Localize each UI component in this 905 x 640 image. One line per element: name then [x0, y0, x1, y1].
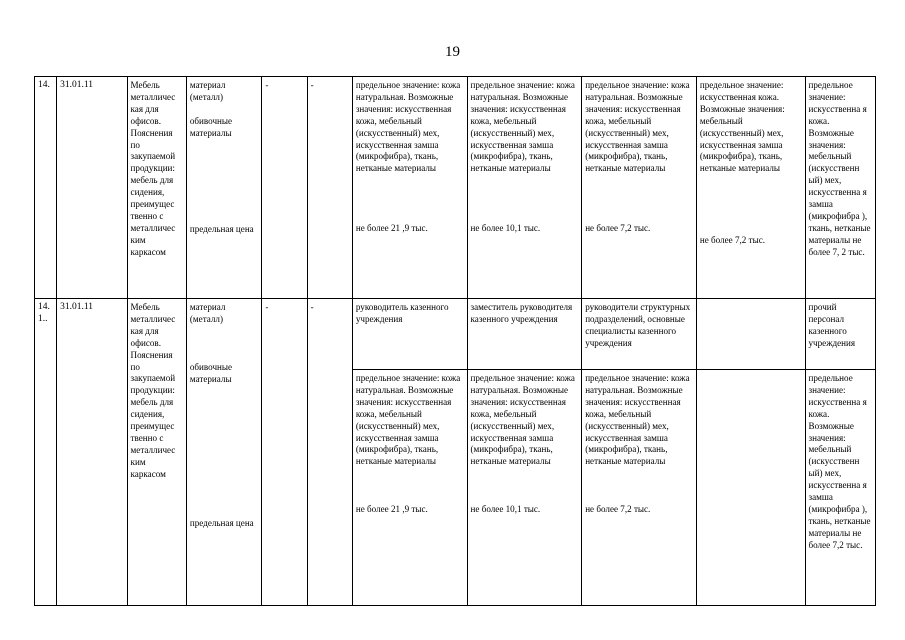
price-value: не более 7,2 тыс. [699, 235, 766, 246]
characteristic-upholstery: обивочные материалы [189, 115, 233, 138]
characteristic-price: предельная цена [189, 517, 254, 528]
value-cell [467, 370, 582, 606]
value-cell [582, 77, 697, 299]
material-value: предельное значение: кожа натуральная. Возможные значения: искусственная кожа, мебельный (искусственный) мех, искусственная замша (микрофибра), ткань, нетканые материалы [470, 373, 575, 467]
price-value: не более 7,2 тыс. [585, 223, 651, 234]
unit-name-cell: - [307, 77, 352, 299]
unit-name-cell: - [307, 299, 352, 606]
material-value: предельное значение: кожа натуральная. Возможные значения: искусственная кожа, мебельный (искусственный) мех, искусственная замша (микрофибра), ткань, нетканые материалы [585, 373, 690, 467]
characteristics-cell [186, 77, 261, 299]
product-name: Мебель металличес кая для офисов. Пояснения по закупаемой продукции: мебель для сидения, преимущес твенно с металличес ким каркасом [127, 299, 186, 606]
material-value: предельное значение: кожа натуральная. Возможные значения: искусственная кожа, мебельный (искусственный) мех, искусственная замша (микрофибра), ткань, нетканые материалы [355, 80, 461, 174]
characteristic-price: предельная цена [189, 223, 254, 234]
characteristics-cell [186, 299, 261, 606]
material-value: предельное значение: искусственная кожа. Возможные значения: мебельный (искусственный) мех, искусственная замша (микрофибра), ткань, нетканые материалы [699, 80, 785, 174]
material-value: предельное значение: кожа натуральная. Возможные значения: искусственная кожа, мебельный (искусственный) мех, искусственная замша (микрофибра), ткань, нетканые материалы [470, 80, 575, 174]
price-value: не более 10,1 тыс. [470, 504, 541, 515]
characteristic-upholstery: обивочные материалы [189, 361, 233, 384]
value-cell [805, 77, 876, 299]
table-row [35, 77, 876, 299]
price-value: не более 7,2 тыс. [585, 504, 651, 515]
value-cell [467, 77, 582, 299]
row-number: 14. 1.. [35, 299, 57, 606]
material-value: предельное значение: искусственна я кожа. Возможные значения: мебельный (искусственн ый) мех, искусственна я замша (микрофибра ), ткань, нетканые материалы не более 7,2 тыс. [808, 373, 871, 550]
value-cell [582, 370, 697, 606]
material-value: предельное значение: кожа натуральная. Возможные значения: искусственная кожа, мебельный (искусственный) мех, искусственная замша (микрофибра), ткань, нетканые материалы [585, 80, 690, 174]
price-value: не более 21 ,9 тыс. [355, 223, 428, 234]
value-cell [352, 370, 467, 606]
position-header: заместитель руководителя казенного учреждения [467, 299, 582, 370]
unit-code-cell: - [262, 299, 307, 606]
position-header: прочий персонал казенного учреждения [805, 299, 876, 370]
row-number: 14. [35, 77, 57, 299]
document-table [34, 76, 876, 606]
position-header: руководители структурных подразделений, основные специалисты казенного учреждения [582, 299, 697, 370]
price-value: не более 21 ,9 тыс. [355, 504, 428, 515]
value-cell [352, 77, 467, 299]
material-value: предельное значение: кожа натуральная. Возможные значения: искусственная кожа, мебельный (искусственный) мех, искусственная замша (микрофибра), ткань, нетканые материалы [355, 373, 461, 467]
okpd-code: 31.01.11 [57, 77, 127, 299]
characteristic-material: материал (металл) [189, 302, 226, 324]
characteristic-material: материал (металл) [189, 80, 226, 102]
price-value: не более 10,1 тыс. [470, 223, 541, 234]
material-value: предельное значение: искусственна я кожа. Возможные значения: мебельный (искусственн ый) мех, искусственна я замша (микрофибра ), ткань, нетканые материалы не более 7, 2 тыс. [808, 80, 871, 257]
value-cell [696, 370, 805, 606]
value-cell [805, 370, 876, 606]
product-name: Мебель металличес кая для офисов. Пояснения по закупаемой продукции: мебель для сидения, преимущес твенно с металличес ким каркасом [127, 77, 186, 299]
position-header [696, 299, 805, 370]
table-row [35, 299, 876, 370]
page-number: 19 [445, 44, 460, 60]
unit-code-cell: - [262, 77, 307, 299]
okpd-code: 31.01.11 [57, 299, 127, 606]
value-cell [696, 77, 805, 299]
position-header: руководитель казенного учреждения [352, 299, 467, 370]
